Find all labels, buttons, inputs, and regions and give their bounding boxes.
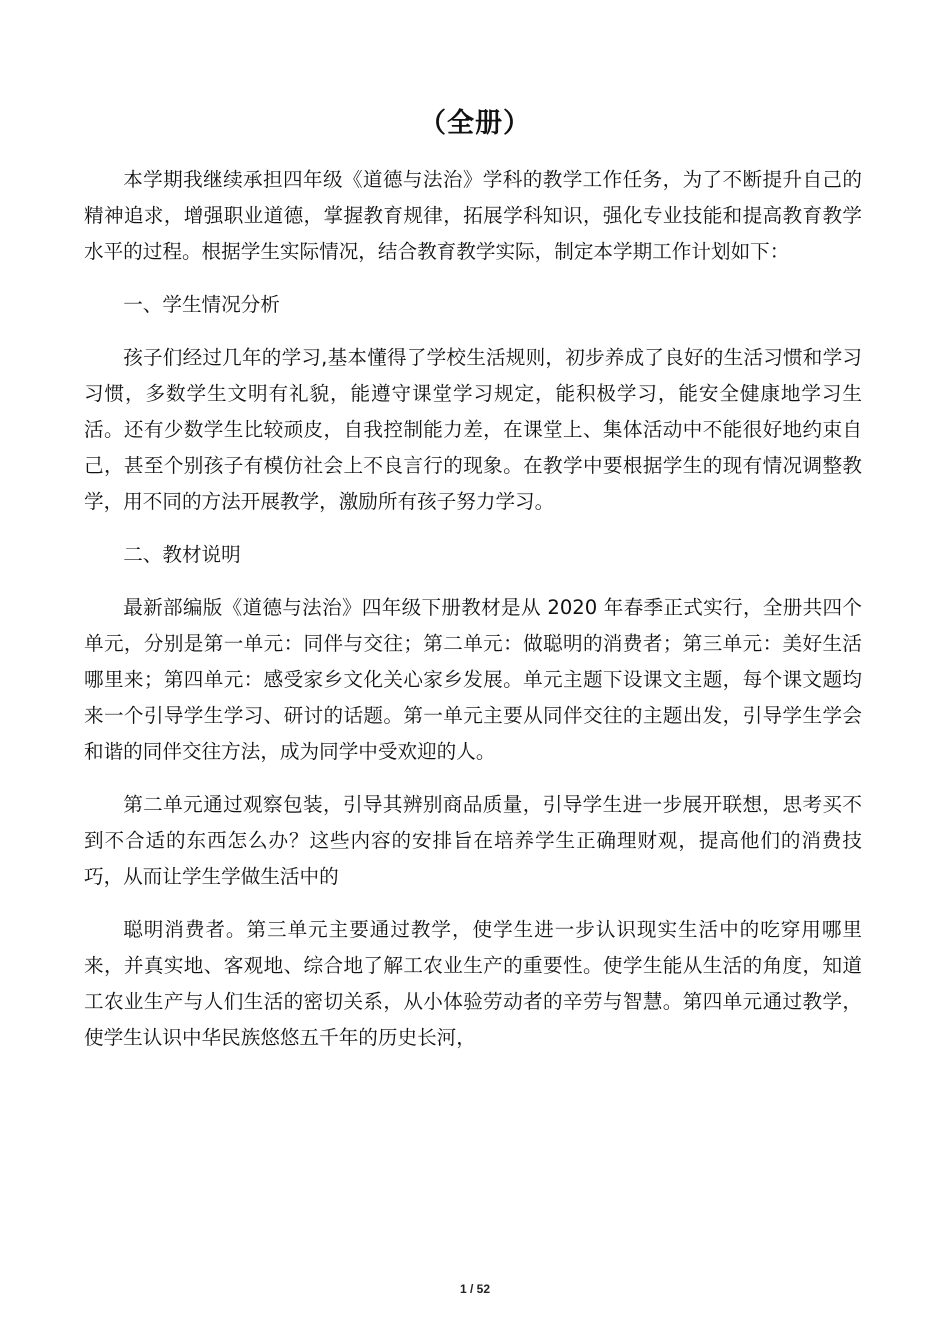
intro-paragraph: 本学期我继续承担四年级《道德与法治》学科的教学工作任务，为了不断提升自己的精神追求，增强职业道德，掌握教育规律，拓展学科知识，强化专业技能和提高教育教学水平的过程。根据学生实际情况，结合教育教学实际，制定本学期工作计划如下：	[84, 168, 862, 263]
student-analysis-paragraph: 孩子们经过几年的学习,基本懂得了学校生活规则，初步养成了良好的生活习惯和学习习惯，多数学生文明有礼貌，能遵守课堂学习规定，能积极学习，能安全健康地学习生活。还有少数学生比较顽皮，自我控制能力差，在课堂上、集体活动中不能很好地约束自己，甚至个别孩子有模仿社会上不良言行的现象。在教学中要根据学生的现有情况调整教学，用不同的方法开展教学，激励所有孩子努力学习。	[84, 346, 862, 513]
document-body	[84, 162, 862, 1056]
textbook-paragraph-2: 第二单元通过观察包装，引导其辨别商品质量，引导学生进一步展开联想，思考买不到不合适的东西怎么办？这些内容的安排旨在培养学生正确理财观，提高他们的消费技巧，从而让学生学做生活中的	[84, 793, 862, 888]
textbook-paragraph-3: 聪明消费者。第三单元主要通过教学，使学生进一步认识现实生活中的吃穿用哪里来，并真实地、客观地、综合地了解工农业生产的重要性。使学生能从生活的角度，知道工农业生产与人们生活的密切关系，从小体验劳动者的辛劳与智慧。第四单元通过教学，使学生认识中华民族悠悠五千年的历史长河，	[84, 918, 862, 1049]
section-heading-student-analysis: 一、学生情况分析	[123, 293, 280, 316]
textbook-paragraph-1: 最新部编版《道德与法治》四年级下册教材是从 2020 年春季正式实行，全册共四个单元，分别是第一单元：同伴与交往；第二单元：做聪明的消费者；第三单元：美好生活哪里来；第四单元：感受家乡文化关心家乡发展。单元主题下设课文主题，每个课文题均来一个引导学生学习、研讨的话题。第一单元主要从同伴交往的主题出发，引导学生学会和谐的同伴交往方法，成为同学中受欢迎的人。	[84, 596, 862, 763]
page-number: 1 / 52	[459, 1282, 491, 1296]
section-heading-textbook: 二、教材说明	[123, 543, 241, 566]
document-title: （全册）	[419, 108, 531, 139]
